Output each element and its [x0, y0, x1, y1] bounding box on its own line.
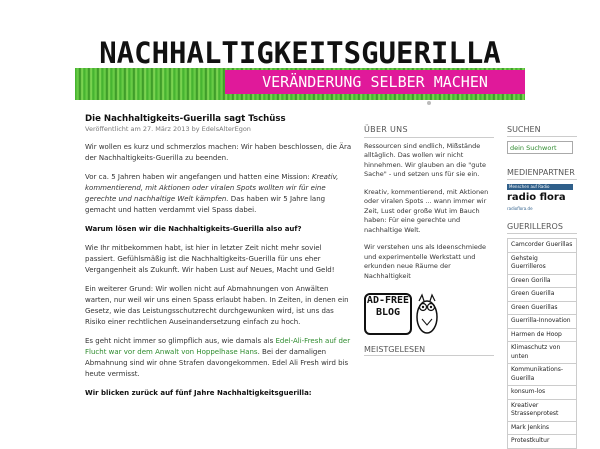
post-question: Warum lösen wir die Nachhaltigkeits-Guerilla also auf? [85, 225, 302, 233]
owl-icon [414, 291, 440, 335]
guerillero-link[interactable]: Kreativer Strassenprotest [507, 399, 577, 421]
radio-flora-tagline: Menschen auf Radio [507, 184, 573, 190]
post-paragraph [85, 172, 353, 216]
site-title[interactable]: NACHHALTIGKEITSGUERILLA [75, 38, 525, 68]
header-banner[interactable] [75, 38, 525, 100]
guerillero-link[interactable]: Protestkultur [507, 434, 577, 449]
about-text: Ressourcen sind endlich, Mißstände alltäglich. Das wollen wir nicht hinnehmen. Wir glauben an die "gute Sache" - und setzen uns für sie ein. [364, 141, 486, 178]
ad-free-blog-badge[interactable]: AD-FREE BLOG [364, 293, 412, 335]
post-question: Wir blicken zurück auf fünf Jahre Nachhaltigkeitsguerilla: [85, 389, 312, 397]
guerillero-link[interactable]: Gehsteig Guerrilleros [507, 252, 577, 274]
radio-flora-url: radioflora.de [507, 206, 533, 211]
post-title[interactable]: Die Nachhaltigkeits-Guerilla sagt Tschüss [85, 114, 286, 124]
mission-statement: Kreativ, kommentierend, mit Aktionen oder viralen Spots wollten wir für eine gerechte und nachhaltige Welt kämpfen. [85, 173, 339, 203]
guerillero-link[interactable]: Harmen de Hoop [507, 328, 577, 342]
banner-indicator-icon [427, 101, 431, 105]
guerilleros-heading: GUERILLEROS [507, 222, 577, 234]
search-heading: SUCHEN [507, 125, 577, 137]
guerillero-link[interactable]: Kommunikations-Guerilla [507, 363, 577, 385]
guerillero-link[interactable]: Green Guerillas [507, 301, 577, 315]
post-paragraph [85, 336, 353, 380]
post-text: Vor ca. 5 Jahren haben wir angefangen und hatten eine Mission: [85, 173, 310, 181]
guerillero-link[interactable]: Guerrilla-Innovation [507, 314, 577, 328]
edel-ali-link[interactable]: Edel-Ali-Fresh auf der Flucht war vor dem Anwalt von Hoppelhase Hans [85, 337, 351, 356]
badges [364, 289, 494, 337]
post-text: . Bei der damaligen Abmahnung sind wir ohne Strafen davongekommen. Edel Ali Fresh wird bis heute vermisst. [85, 348, 349, 378]
guerillero-link[interactable]: Green Guerilla [507, 287, 577, 301]
about-sidebar [364, 125, 494, 356]
post-text: Es geht nicht immer so glimpflich aus, wie damals als [85, 337, 276, 345]
about-text: Kreativ, kommentierend, mit Aktionen oder viralen Spots ... wann immer wir Zeit, Lust oder große Wut im Bauch haben: Für eine gerechte und nachhaltige Welt. [364, 187, 489, 234]
post-text: Das haben wir 5 Jahre lang gemacht und hatten verdammt viel Spass dabei. [85, 195, 326, 214]
post-paragraph: Wie Ihr mitbekommen habt, ist hier in letzter Zeit nicht mehr soviel passiert. Gefühlsmäßig ist die Nachhaltigkeits-Guerilla für uns eher Vergangenheit als Zukunft. Wir haben Lust auf Neues, Macht und Geld! [85, 244, 335, 274]
guerillero-link[interactable]: Camcorder Guerillas [507, 238, 577, 252]
most-read-heading: MEISTGELESEN [364, 345, 494, 356]
guerillero-link[interactable]: Green Gorilla [507, 274, 577, 288]
radio-flora-name: radio flora [507, 192, 566, 203]
media-partner-heading: MEDIENPARTNER [507, 168, 577, 180]
main-content [85, 113, 353, 407]
guerillero-link[interactable]: Klimaschutz von unten [507, 341, 577, 363]
guerillero-link[interactable]: konsum-los [507, 385, 577, 399]
site-tagline: VERÄNDERUNG SELBER MACHEN [225, 70, 525, 94]
guerillero-link[interactable]: Mark Jenkins [507, 421, 577, 435]
radio-flora-logo[interactable] [507, 184, 573, 214]
search-input[interactable] [507, 141, 573, 154]
guerilleros-list [507, 238, 577, 449]
post-meta: Veröffentlicht am 27. März 2013 by EdelsAlterEgon [85, 125, 251, 133]
post-paragraph: Wir wollen es kurz und schmerzlos machen: Wir haben beschlossen, die Ära der Nachhaltigkeits-Guerilla zu beenden. [85, 143, 352, 162]
about-heading: ÜBER UNS [364, 125, 494, 138]
about-text: Wir verstehen uns als Ideenschmiede und experimentelle Werkstatt und erkunden neue Räume der Nachhaltigkeit [364, 243, 487, 280]
post-paragraph: Ein weiterer Grund: Wir wollen nicht auf Abmahnungen von Anwälten warten, nur weil wir uns einen Spass erlaubt haben. In Zeiten, in denen ein Gesetz, wie das Leistungsschutzrecht durchgewunken wird, ist uns das Risiko einer rechtlichen Auseinandersetzung einfach zu hoch. [85, 285, 349, 326]
